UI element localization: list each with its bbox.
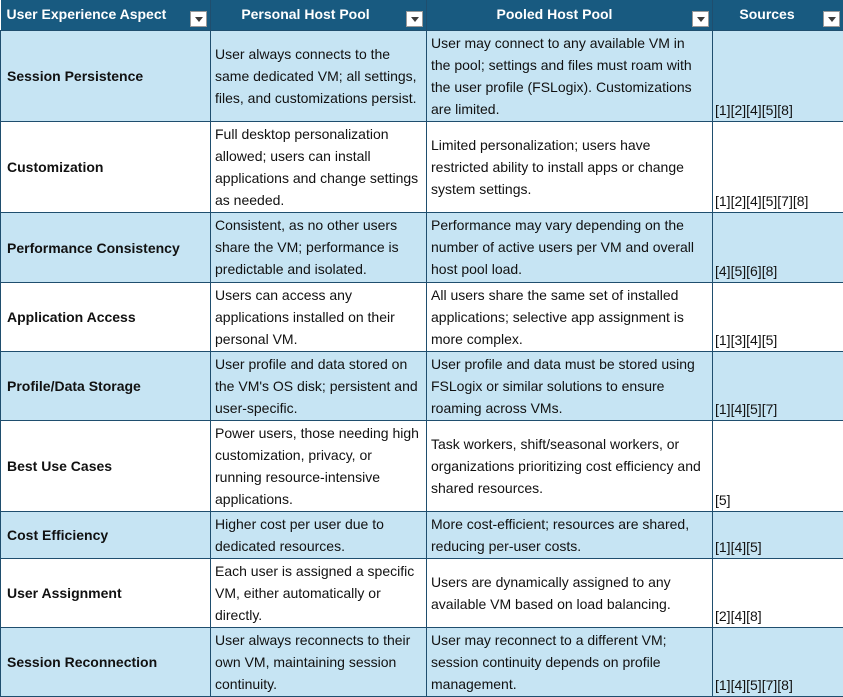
- cell-personal[interactable]: [211, 283, 427, 352]
- cell-personal-text: Power users, those needing high customization, privacy, or running resource-intensive applications.: [215, 425, 419, 507]
- cell-pooled-text: Users are dynamically assigned to any available VM based on load balancing.: [431, 574, 671, 612]
- header-label-sources: Sources: [739, 6, 795, 22]
- table-row: [1, 628, 843, 697]
- table-row: [1, 213, 843, 283]
- filter-dropdown-icon[interactable]: [406, 11, 423, 27]
- table-header: [1, 0, 843, 31]
- cell-sources[interactable]: [1][2][4][5][7][8]: [713, 122, 843, 213]
- header-cell-pooled[interactable]: [427, 0, 713, 31]
- cell-personal[interactable]: [211, 628, 427, 697]
- table-row: [1, 421, 843, 512]
- header-label-personal: Personal Host Pool: [241, 6, 370, 22]
- cell-pooled[interactable]: [427, 352, 713, 421]
- header-row: [1, 0, 843, 31]
- cell-pooled-text: More cost-efficient; resources are shared, reducing per-user costs.: [431, 516, 690, 554]
- cell-personal[interactable]: [211, 421, 427, 512]
- cell-aspect[interactable]: Session Persistence: [1, 31, 211, 122]
- cell-personal[interactable]: [211, 213, 427, 283]
- cell-aspect[interactable]: Cost Efficiency: [1, 512, 211, 559]
- cell-sources[interactable]: [1][4][5][7]: [713, 352, 843, 421]
- table-row: [1, 31, 843, 122]
- header-cell-sources[interactable]: [713, 0, 843, 31]
- cell-sources[interactable]: [2][4][8]: [713, 559, 843, 628]
- cell-sources[interactable]: [1][3][4][5]: [713, 283, 843, 352]
- cell-personal[interactable]: [211, 512, 427, 559]
- cell-sources[interactable]: [4][5][6][8]: [713, 213, 843, 283]
- table-body: [1, 31, 843, 697]
- cell-personal[interactable]: [211, 352, 427, 421]
- table-row: [1, 122, 843, 213]
- cell-personal-text: Higher cost per user due to dedicated resources.: [215, 516, 384, 554]
- cell-sources[interactable]: [1][2][4][5][8]: [713, 31, 843, 122]
- cell-pooled[interactable]: [427, 559, 713, 628]
- cell-aspect[interactable]: Session Reconnection: [1, 628, 211, 697]
- cell-pooled[interactable]: [427, 122, 713, 213]
- cell-personal-text: Full desktop personalization allowed; users can install applications and change settings as needed.: [215, 126, 419, 208]
- header-label-pooled: Pooled Host Pool: [496, 6, 613, 22]
- cell-aspect[interactable]: Customization: [1, 122, 211, 213]
- cell-personal-text: User always connects to the same dedicated VM; all settings, files, and customizations persist.: [215, 46, 417, 106]
- cell-sources[interactable]: [5]: [713, 421, 843, 512]
- cell-personal-text: User always reconnects to their own VM, maintaining session continuity.: [215, 632, 411, 692]
- header-label-aspect: User Experience Aspect: [6, 6, 167, 22]
- cell-personal[interactable]: [211, 122, 427, 213]
- cell-pooled-text: User may connect to any available VM in the pool; settings and files must roam with the user profile (FSLogix). Customizations are limited.: [431, 35, 692, 117]
- cell-pooled-text: Performance may vary depending on the number of active users per VM and overall host pool load.: [431, 217, 695, 277]
- cell-personal-text: User profile and data stored on the VM's OS disk; persistent and user-specific.: [215, 356, 418, 416]
- cell-pooled[interactable]: [427, 628, 713, 697]
- cell-pooled-text: Task workers, shift/seasonal workers, or organizations prioritizing cost efficiency and shared resources.: [431, 436, 701, 496]
- cell-pooled[interactable]: [427, 283, 713, 352]
- cell-sources[interactable]: [1][4][5]: [713, 512, 843, 559]
- cell-sources[interactable]: [1][4][5][7][8]: [713, 628, 843, 697]
- cell-pooled-text: All users share the same set of installed applications; selective app assignment is more complex.: [431, 287, 684, 347]
- cell-pooled[interactable]: [427, 421, 713, 512]
- cell-pooled-text: User may reconnect to a different VM; session continuity depends on profile management.: [431, 632, 667, 692]
- cell-personal-text: Each user is assigned a specific VM, either automatically or directly.: [215, 563, 415, 623]
- cell-aspect[interactable]: Best Use Cases: [1, 421, 211, 512]
- cell-personal-text: Users can access any applications installed on their personal VM.: [215, 287, 395, 347]
- cell-aspect[interactable]: User Assignment: [1, 559, 211, 628]
- cell-pooled[interactable]: [427, 31, 713, 122]
- cell-pooled[interactable]: [427, 213, 713, 283]
- cell-aspect[interactable]: Performance Consistency: [1, 213, 211, 283]
- header-cell-personal[interactable]: [211, 0, 427, 31]
- header-cell-aspect[interactable]: [1, 0, 211, 31]
- filter-dropdown-icon[interactable]: [823, 11, 840, 27]
- cell-personal[interactable]: [211, 31, 427, 122]
- cell-pooled-text: Limited personalization; users have restricted ability to install apps or change system settings.: [431, 137, 684, 197]
- filter-dropdown-icon[interactable]: [692, 11, 709, 27]
- cell-personal[interactable]: [211, 559, 427, 628]
- cell-aspect[interactable]: Profile/Data Storage: [1, 352, 211, 421]
- cell-pooled[interactable]: [427, 512, 713, 559]
- cell-pooled-text: User profile and data must be stored using FSLogix or similar solutions to ensure roaming across VMs.: [431, 356, 695, 416]
- cell-personal-text: Consistent, as no other users share the VM; performance is predictable and isolated.: [215, 217, 399, 277]
- table-row: [1, 512, 843, 559]
- table-row: [1, 352, 843, 421]
- table-row: [1, 559, 843, 628]
- filter-dropdown-icon[interactable]: [190, 11, 207, 27]
- cell-aspect[interactable]: Application Access: [1, 283, 211, 352]
- table-row: [1, 283, 843, 352]
